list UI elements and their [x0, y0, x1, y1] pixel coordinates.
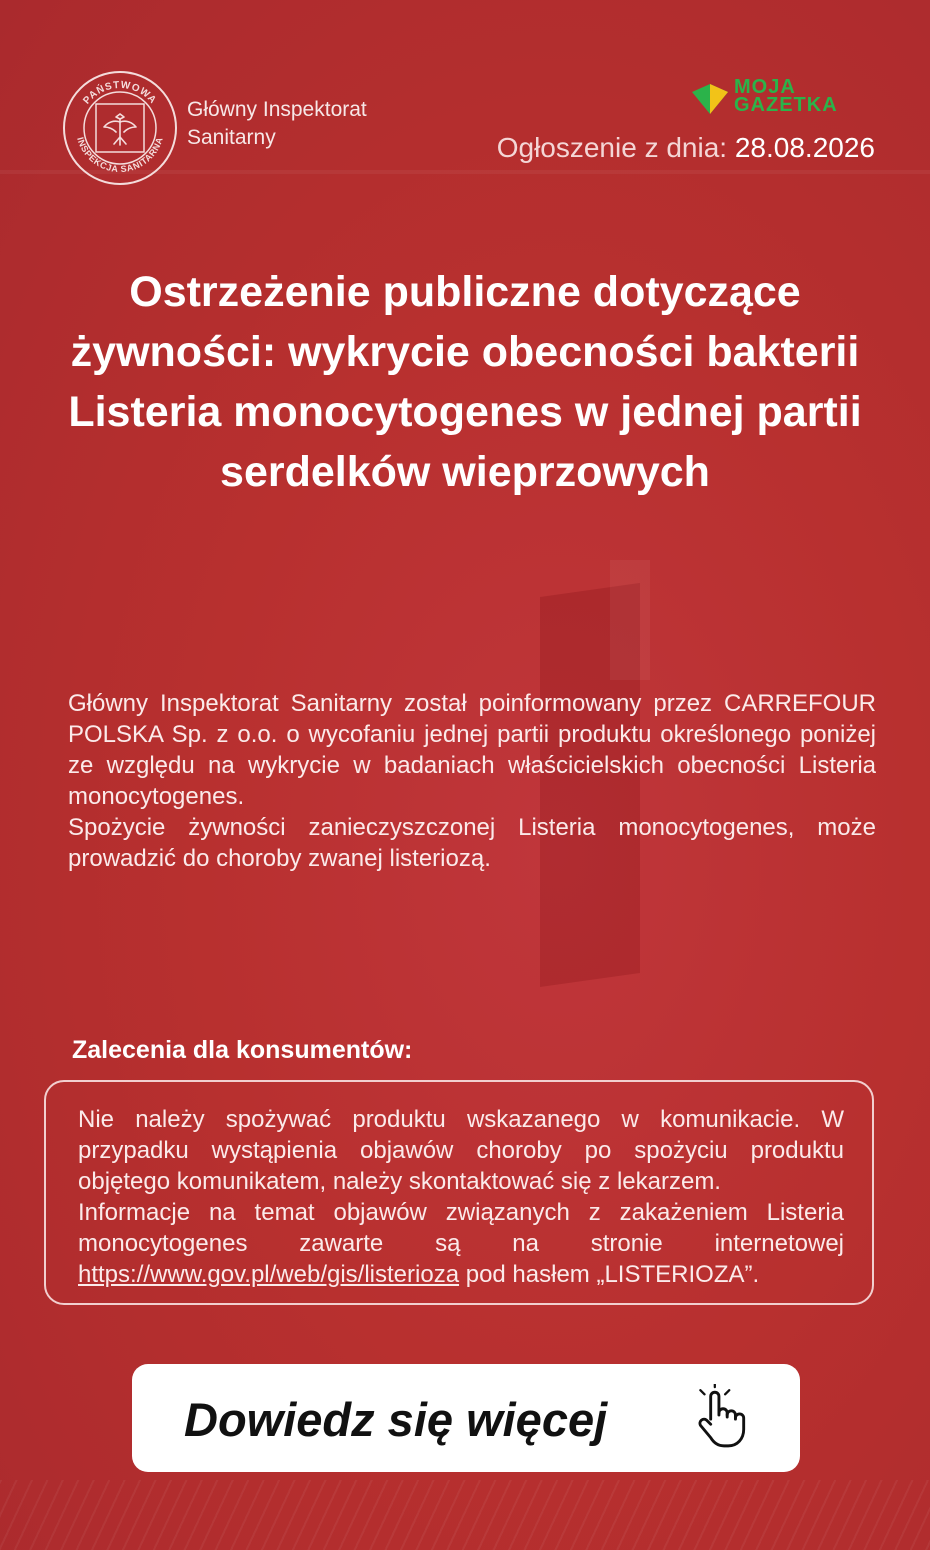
background-decoration — [0, 1480, 930, 1550]
recommendations-text — [78, 1104, 844, 1290]
sanitary-inspection-seal-icon — [62, 70, 178, 186]
date-value: 28.08.2026 — [734, 132, 875, 163]
recommendations-heading: Zalecenia dla konsumentów: — [72, 1036, 413, 1064]
brand-line2: GAZETKA — [734, 94, 838, 116]
announcement-date — [497, 132, 875, 164]
learn-more-label: Dowiedz się więcej — [184, 1393, 608, 1446]
moja-gazetka-wordmark — [734, 78, 838, 114]
organization-name — [187, 96, 367, 152]
hand-pointer-icon — [688, 1384, 754, 1450]
recommendations-paragraph: Nie należy spożywać produktu wskazanego w komunikacie. W przypadku wystąpienia objawów choroby po spożyciu produktu objętego komunikatem, należy skontaktować się z lekarzem. — [78, 1106, 844, 1195]
svg-text:PAŃSTWOWA — [81, 80, 158, 107]
brand-line1: MOJA — [734, 76, 796, 98]
recommendations-text-before-link: Informacje na temat objawów związanych z zakażeniem Listeria monocytogenes zawarte są na stronie internetowej — [78, 1199, 844, 1257]
seal-bottom-text: INSPEKCJA SANITARNA — [75, 135, 165, 175]
recommendations-text-after-link: pod hasłem „LISTERIOZA”. — [459, 1261, 760, 1288]
intro-paragraph: Spożycie żywności zanieczyszczonej Listeria monocytogenes, może prowadzić do choroby zwanej listeriozą. — [68, 814, 876, 872]
moja-gazetka-logo-icon — [690, 82, 730, 116]
intro-paragraph: Główny Inspektorat Sanitarny został poinformowany przez CARREFOUR POLSKA Sp. z o.o. o wycofaniu jednej partii produktu określonego poniżej ze względu na wykrycie w badaniach właścicielskich obecności Listeria monocytogenes. — [68, 690, 876, 810]
page-title: Ostrzeżenie publiczne dotyczące żywności: wykrycie obecności bakterii Listeria monocytogenes w jednej partii serdelków wieprzowych — [68, 268, 862, 496]
background-decoration — [610, 560, 650, 680]
seal-top-text: PAŃSTWOWA — [81, 79, 159, 107]
organization-name-line1: Główny Inspektorat — [187, 98, 367, 121]
listerioza-link[interactable]: https://www.gov.pl/web/gis/listerioza — [78, 1261, 460, 1288]
date-prefix: Ogłoszenie z dnia: — [496, 132, 728, 163]
moja-gazetka-logo — [690, 78, 880, 122]
recommendations-paragraph — [78, 1197, 844, 1290]
learn-more-button[interactable] — [132, 1364, 800, 1472]
intro-text — [68, 688, 876, 874]
organization-name-line2: Sanitarny — [187, 126, 276, 149]
